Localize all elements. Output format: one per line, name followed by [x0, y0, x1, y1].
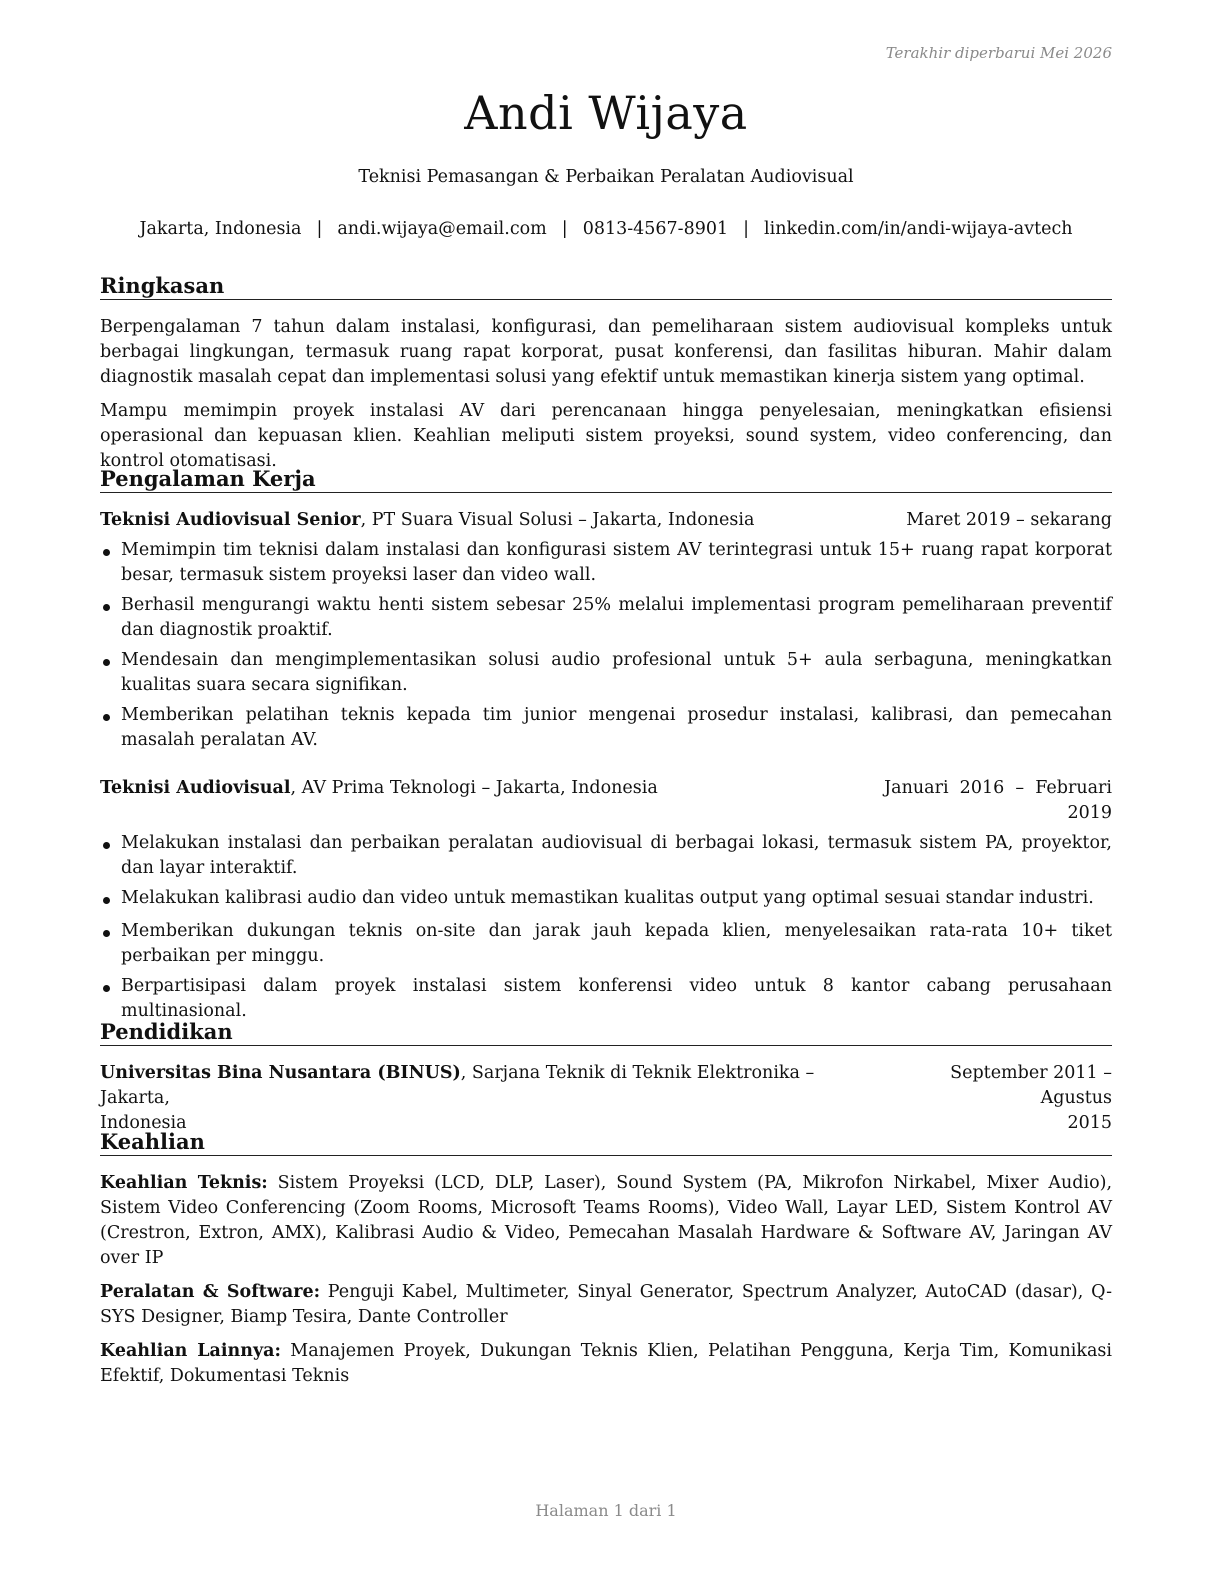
job-header	[100, 776, 1112, 826]
list-item: Memberikan pelatihan teknis kepada tim junior mengenai prosedur instalasi, kalibrasi, dan pemecahan masalah peralatan AV.	[100, 703, 1112, 753]
contact-linkedin: linkedin.com/in/andi-wijaya-avtech	[764, 219, 1073, 239]
education-school: Universitas Bina Nusantara (BINUS)	[100, 1063, 461, 1083]
skills-group	[100, 1171, 1112, 1271]
section-title-skills: Keahlian	[100, 1128, 1112, 1156]
education-entry	[100, 1061, 1112, 1136]
skills-group-label: Keahlian Teknis:	[100, 1173, 268, 1193]
skills-group-label: Peralatan & Software:	[100, 1282, 321, 1302]
section-title-education: Pendidikan	[100, 1018, 1112, 1046]
skills-group-text: Sistem Proyeksi (LCD, DLP, Laser), Sound System (PA, Mikrofon Nirkabel, Mixer Audio), Sistem Video Conferencing (Zoom Rooms, Microsoft Teams Rooms), Video Wall, Layar LED, Sistem Kontrol AV (Crestron, Extron, AMX), Kalibrasi Audio & Video, Pemecahan Masalah Hardware & Software AV, Jaringan AV over IP	[100, 1173, 1113, 1268]
resume-page	[100, 0, 1112, 1584]
section-title-experience: Pengalaman Kerja	[100, 465, 1112, 493]
contact-line	[100, 219, 1112, 239]
list-item: Berpartisipasi dalam proyek instalasi sistem konferensi video untuk 8 kantor cabang perusahaan multinasional.	[100, 974, 1112, 1024]
contact-separator: |	[743, 219, 750, 239]
skills-group-text: Manajemen Proyek, Dukungan Teknis Klien, Pelatihan Pengguna, Kerja Tim, Komunikasi Efektif, Dokumentasi Teknis	[100, 1341, 1112, 1386]
education-section	[100, 1018, 1112, 1136]
skills-section	[100, 1128, 1112, 1389]
list-item: Memimpin tim teknisi dalam instalasi dan konfigurasi sistem AV terintegrasi untuk 15+ ruang rapat korporat besar, termasuk sistem proyeksi laser dan video wall.	[100, 538, 1112, 588]
summary-section	[100, 272, 1112, 474]
contact-separator: |	[316, 219, 323, 239]
job-entry	[100, 508, 1112, 753]
experience-section	[100, 465, 1112, 1024]
candidate-name: Andi Wijaya	[464, 86, 748, 140]
education-degree-cont: Indonesia	[100, 1113, 187, 1133]
job-company: , PT Suara Visual Solusi – Jakarta, Indonesia	[360, 510, 755, 530]
bullet-icon	[103, 985, 110, 992]
job-role: Teknisi Audiovisual Senior	[100, 510, 361, 530]
list-item: Memberikan dukungan teknis on-site dan jarak jauh kepada klien, menyelesaikan rata-rata 10+ tiket perbaikan per minggu.	[100, 919, 1112, 969]
education-dates: September 2011 – Agustus 2015	[950, 1063, 1112, 1133]
job-dates: Januari 2016 – Februari 2019	[884, 778, 1112, 823]
job-entry	[100, 776, 1112, 1024]
job-company: , AV Prima Teknologi – Jakarta, Indonesia	[290, 778, 658, 798]
list-item: Melakukan kalibrasi audio dan video untuk memastikan kualitas output yang optimal sesuai standar industri.	[100, 886, 1112, 911]
bullet-icon	[103, 714, 110, 721]
skills-group-text: Penguji Kabel, Multimeter, Sinyal Generator, Spectrum Analyzer, AutoCAD (dasar), Q-SYS Designer, Biamp Tesira, Dante Controller	[100, 1282, 1112, 1327]
skills-group	[100, 1280, 1112, 1330]
bullet-icon	[103, 549, 110, 556]
education-degree: , Sarjana Teknik di Teknik Elektronika – Jakarta,	[100, 1063, 815, 1108]
bullet-icon	[103, 897, 110, 904]
job-title: Teknisi Pemasangan & Perbaikan Peralatan Audiovisual	[358, 167, 854, 187]
list-item: Berhasil mengurangi waktu henti sistem sebesar 25% melalui implementasi program pemeliharaan preventif dan diagnostik proaktif.	[100, 593, 1112, 643]
skills-group-label: Keahlian Lainnya:	[100, 1341, 281, 1361]
skills-group	[100, 1339, 1112, 1389]
job-role: Teknisi Audiovisual	[100, 778, 291, 798]
job-bullets	[100, 538, 1112, 753]
bullet-icon	[103, 842, 110, 849]
job-bullets	[100, 831, 1112, 1024]
page-number: Halaman 1 dari 1	[535, 1501, 677, 1520]
list-item: Mendesain dan mengimplementasikan solusi audio profesional untuk 5+ aula serbaguna, meningkatkan kualitas suara secara signifikan.	[100, 648, 1112, 698]
job-dates: Maret 2019 – sekarang	[906, 510, 1112, 530]
section-title-summary: Ringkasan	[100, 272, 1112, 300]
list-item: Melakukan instalasi dan perbaikan peralatan audiovisual di berbagai lokasi, termasuk sistem PA, proyektor, dan layar interaktif.	[100, 831, 1112, 881]
bullet-icon	[103, 604, 110, 611]
contact-separator: |	[561, 219, 568, 239]
summary-paragraph: Berpengalaman 7 tahun dalam instalasi, konfigurasi, dan pemeliharaan sistem audiovisual kompleks untuk berbagai lingkungan, termasuk ruang rapat korporat, pusat konferensi, dan fasilitas hiburan. Mahir dalam diagnostik masalah cepat dan implementasi solusi yang efektif untuk memastikan kinerja sistem yang optimal.	[100, 317, 1112, 387]
summary-paragraph: Mampu memimpin proyek instalasi AV dari perencanaan hingga penyelesaian, meningkatkan efisiensi operasional dan kepuasan klien. Keahlian meliputi sistem proyeksi, sound system, video conferencing, dan kontrol otomatisasi.	[100, 401, 1112, 471]
bullet-icon	[103, 930, 110, 937]
last-updated-note: Terakhir diperbarui Mei 2026	[885, 44, 1112, 62]
contact-email: andi.wijaya@email.com	[337, 219, 547, 239]
contact-location: Jakarta, Indonesia	[139, 219, 302, 239]
bullet-icon	[103, 659, 110, 666]
job-header	[100, 508, 1112, 533]
contact-phone: 0813-4567-8901	[582, 219, 729, 239]
